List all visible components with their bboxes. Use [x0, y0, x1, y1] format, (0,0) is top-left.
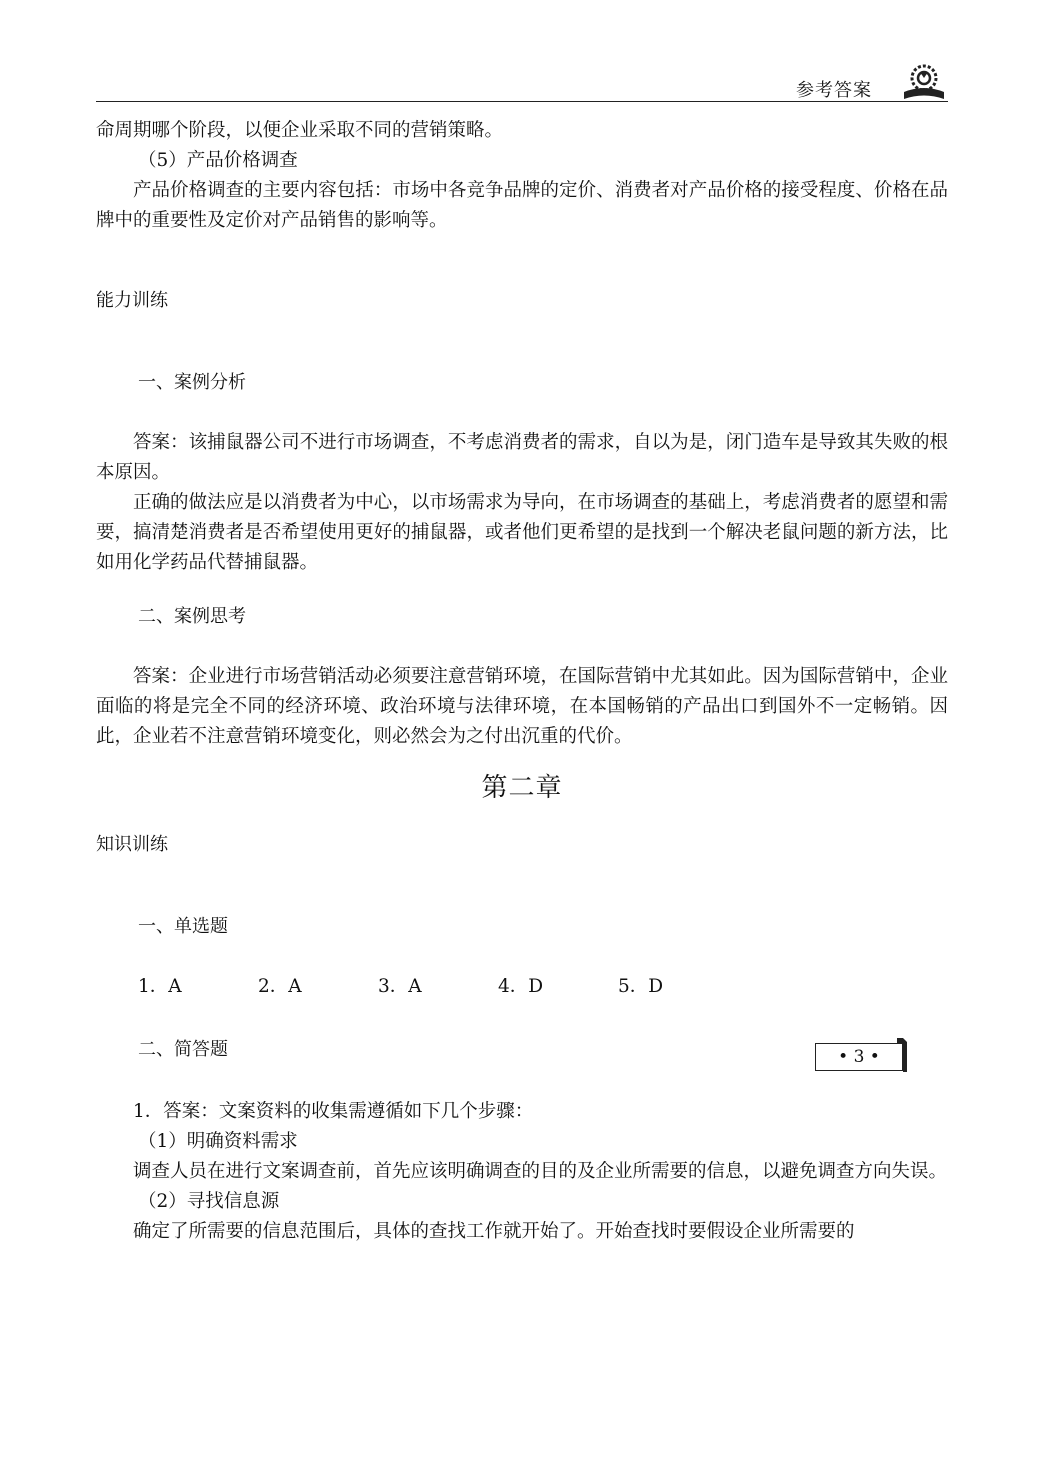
subheading: （2）寻找信息源: [138, 1191, 280, 1212]
page-corner-icon: [897, 1038, 907, 1072]
answer-item: 1．A: [138, 976, 182, 997]
section-heading: 一、单选题: [138, 916, 228, 937]
answer-item: 3．A: [378, 976, 422, 997]
section-heading: 知识训练: [96, 834, 168, 855]
paragraph: 正确的做法应是以消费者为中心，以市场需求为导向，在市场调查的基础上，考虑消费者的愿望和需要，搞清楚消费者是否希望使用更好的捕鼠器，或者他们更希望的是找到一个解决老鼠问题的新方法，比如用化学药品代替捕鼠器。: [96, 492, 948, 573]
paragraph: 答案：该捕鼠器公司不进行市场调查，不考虑消费者的需求，自以为是，闭门造车是导致其失败的根本原因。: [96, 432, 948, 483]
section-heading: 二、案例思考: [138, 606, 246, 627]
answer-item: 2．A: [258, 976, 302, 997]
subheading: （1）明确资料需求: [138, 1131, 298, 1152]
chapter-title: 第二章: [481, 773, 563, 803]
page-number: • 3 •: [815, 1043, 903, 1071]
subheading: （5）产品价格调查: [138, 150, 298, 171]
answer-list: [96, 972, 948, 1002]
answer-item: 5．D: [618, 976, 664, 997]
paragraph: 1．答案：文案资料的收集需遵循如下几个步骤：: [133, 1101, 534, 1122]
page-header: [96, 62, 948, 102]
section-heading: 二、简答题: [138, 1039, 228, 1060]
paragraph: 产品价格调查的主要内容包括：市场中各竞争品牌的定价、消费者对产品价格的接受程度、价格在品牌中的重要性及定价对产品销售的影响等。: [96, 180, 948, 231]
answer-item: 4．D: [498, 976, 544, 997]
paragraph: 调查人员在进行文案调查前，首先应该明确调查的目的及企业所需要的信息，以避免调查方向失误。: [133, 1161, 948, 1182]
header-title: 参考答案: [796, 80, 872, 101]
section-heading: 能力训练: [96, 290, 168, 311]
paragraph: 命周期哪个阶段，以便企业采取不同的营销策略。: [96, 120, 504, 141]
page-content: [96, 116, 948, 1247]
header-rule: [96, 101, 948, 102]
section-heading: 一、案例分析: [138, 372, 246, 393]
publisher-logo-icon: [900, 62, 948, 102]
paragraph: 确定了所需要的信息范围后，具体的查找工作就开始了。开始查找时要假设企业所需要的: [133, 1221, 855, 1242]
paragraph: 答案：企业进行市场营销活动必须要注意营销环境，在国际营销中尤其如此。因为国际营销中，企业面临的将是完全不同的经济环境、政治环境与法律环境，在本国畅销的产品出口到国外不一定畅销。因此，企业若不注意营销环境变化，则必然会为之付出沉重的代价。: [96, 666, 948, 747]
